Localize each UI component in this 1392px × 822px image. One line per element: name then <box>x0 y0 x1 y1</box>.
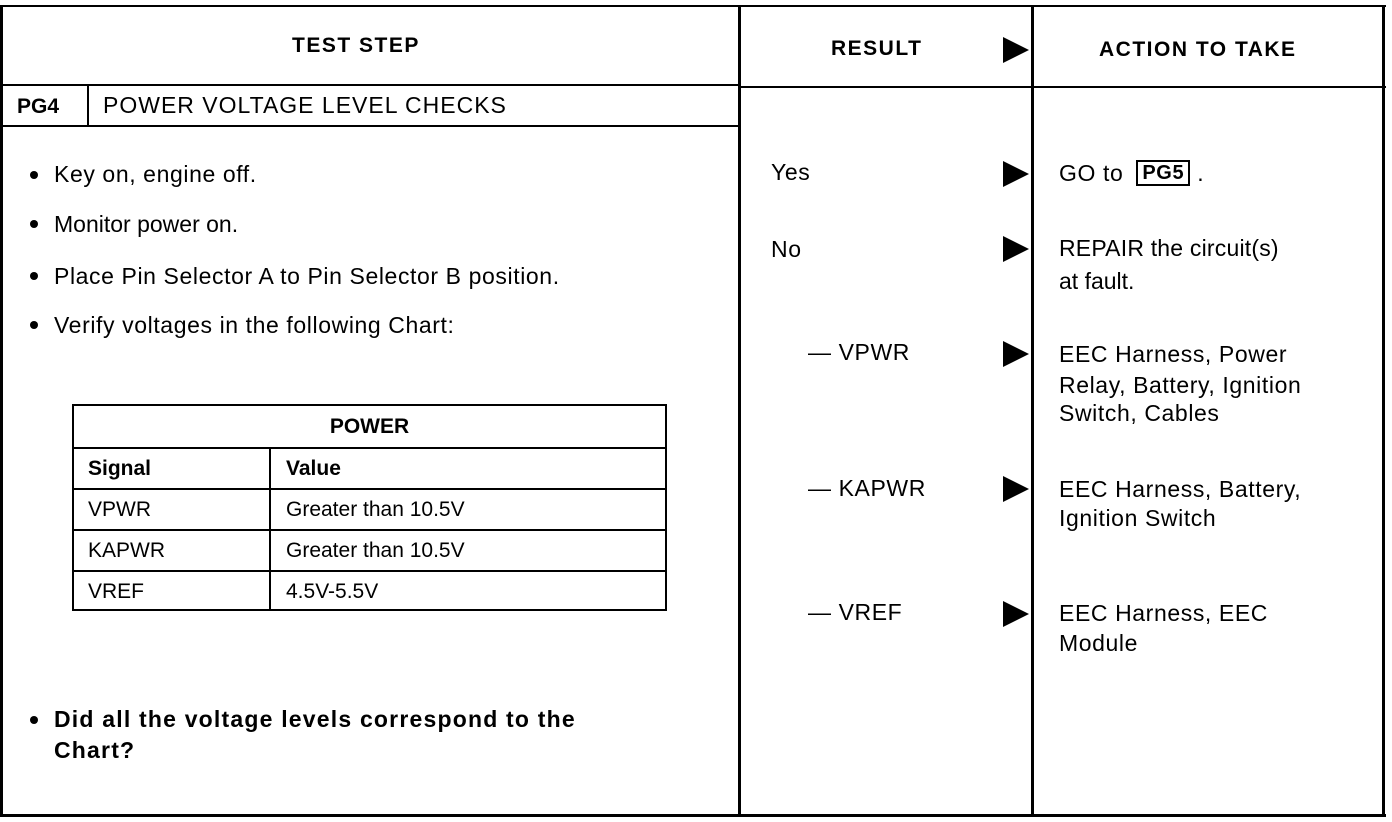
result-yes: Yes <box>771 159 811 185</box>
step-title-rule <box>0 125 741 127</box>
action-no-line-1: REPAIR the circuit(s) <box>1059 235 1279 261</box>
border-bottom <box>0 814 1386 817</box>
signal-cell: VPWR <box>88 498 151 521</box>
arrow-icon <box>1003 236 1029 262</box>
header-action: ACTION TO TAKE <box>1099 38 1297 61</box>
arrow-icon <box>1003 161 1029 187</box>
step-id: PG4 <box>17 95 60 118</box>
col-divider-2 <box>1031 5 1034 817</box>
action-kapwr-line-1: EEC Harness, Battery, <box>1059 476 1302 502</box>
signal-cell: KAPWR <box>88 539 166 562</box>
bullet-icon <box>30 171 38 179</box>
header-rule-left <box>0 84 741 86</box>
step-title: POWER VOLTAGE LEVEL CHECKS <box>103 92 507 118</box>
value-cell: Greater than 10.5V <box>286 498 465 521</box>
header-arrow-icon <box>1003 37 1029 63</box>
column-header-value: Value <box>286 457 341 480</box>
action-no-line-2: at fault. <box>1059 268 1135 294</box>
result-kapwr: — KAPWR <box>808 475 926 501</box>
instruction-3: Place Pin Selector A to Pin Selector B position. <box>54 263 560 289</box>
border-top <box>0 5 1386 7</box>
step-id-divider <box>87 86 89 126</box>
question-line-1: Did all the voltage levels correspond to the <box>54 706 576 732</box>
action-yes <box>1059 160 1204 188</box>
arrow-icon <box>1003 476 1029 502</box>
action-yes-prefix: GO to <box>1059 160 1124 186</box>
action-kapwr-line-2: Ignition Switch <box>1059 505 1217 531</box>
action-vpwr-line-2: Relay, Battery, Ignition <box>1059 372 1302 398</box>
signal-cell: VREF <box>88 580 145 603</box>
action-yes-suffix: . <box>1197 160 1205 186</box>
header-result: RESULT <box>831 37 923 60</box>
value-cell: 4.5V-5.5V <box>286 580 379 603</box>
column-header-signal: Signal <box>88 457 152 480</box>
arrow-icon <box>1003 601 1029 627</box>
instruction-4: Verify voltages in the following Chart: <box>54 312 455 338</box>
action-vpwr-line-3: Switch, Cables <box>1059 400 1220 426</box>
result-no: No <box>771 236 802 262</box>
pg5-reference[interactable]: PG5 <box>1136 160 1190 186</box>
action-vpwr-line-1: EEC Harness, Power <box>1059 341 1288 367</box>
result-vpwr: — VPWR <box>808 339 910 365</box>
table-row <box>74 529 665 570</box>
bullet-icon <box>30 272 38 280</box>
power-table <box>72 404 667 611</box>
table-header-row <box>74 447 665 488</box>
bullet-icon <box>30 321 38 329</box>
table-row <box>74 488 665 529</box>
action-vref-line-1: EEC Harness, EEC <box>1059 600 1268 626</box>
border-right <box>1382 5 1385 817</box>
instruction-1: Key on, engine off. <box>54 161 257 187</box>
arrow-icon <box>1003 341 1029 367</box>
table-column-divider <box>269 447 271 609</box>
table-row <box>74 570 665 611</box>
result-vref: — VREF <box>808 599 903 625</box>
question-line-2: Chart? <box>54 737 136 763</box>
bullet-icon <box>30 220 38 228</box>
instruction-2: Monitor power on. <box>54 211 239 237</box>
action-vref-line-2: Module <box>1059 630 1139 656</box>
bullet-icon <box>30 716 38 724</box>
header-rule-right <box>741 86 1386 88</box>
header-test-step: TEST STEP <box>292 34 420 57</box>
power-table-title: POWER <box>329 415 410 438</box>
value-cell: Greater than 10.5V <box>286 539 465 562</box>
